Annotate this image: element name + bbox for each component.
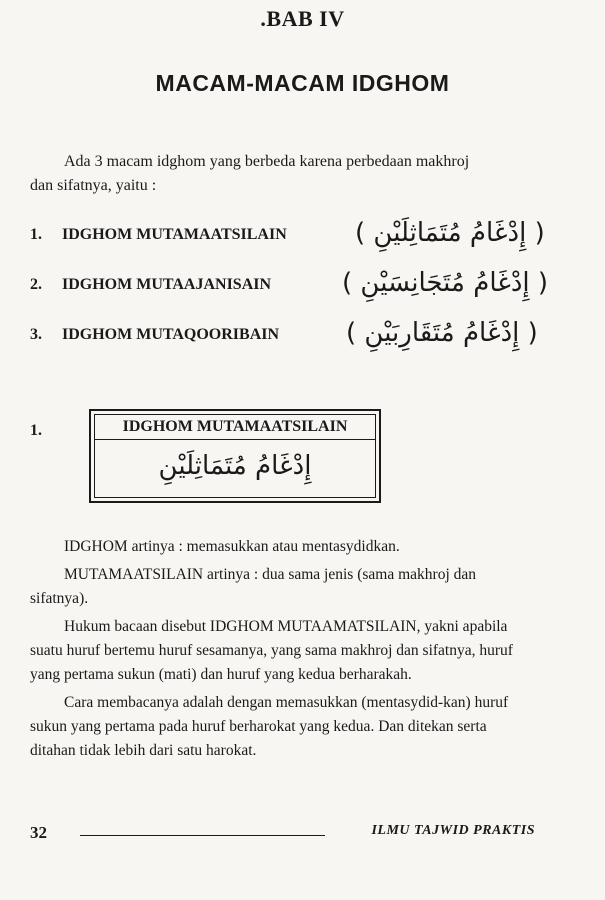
list-item [30,268,570,318]
page-number: 32 [30,823,47,842]
section-title-latin: IDGHOM MUTAMAATSILAIN [95,415,375,440]
list-item-number: 2. [30,276,42,293]
list-item-number: 3. [30,326,42,343]
list-item [30,318,570,368]
chapter-heading: .BAB IV [260,6,345,31]
section-title-box-inner [94,414,376,498]
paragraph-definition-idghom: IDGHOM artinya : memasukkan atau mentasydidkan. [64,538,400,555]
section-number: 1. [30,422,42,439]
paragraph-how-to-read: Cara membacanya adalah dengan memasukkan (mentasydid-kan) huruf sukun yang pertama pada huruf berharokat yang kedua. Dan ditekan serta ditahan tidak lebih dari satu harokat. [30,694,509,759]
list-item-arabic: ( إِدْغَامُ مُتَقَارِبَيْنِ ) [346,318,538,348]
book-title: ILMU TAJWID PRAKTIS [371,823,535,838]
footer-rule [80,835,325,836]
list-item-name: IDGHOM MUTAAJANISAIN [62,276,272,293]
paragraph-definition-mutamaatsilain: MUTAMAATSILAIN artinya : dua sama jenis (sama makhroj dan sifatnya). [30,566,476,607]
list-item-arabic: ( إِدْغَامُ مُتَجَانِسَيْنِ ) [342,268,549,298]
list-item-name: IDGHOM MUTAQOORIBAIN [62,326,280,343]
list-item-name: IDGHOM MUTAMAATSILAIN [62,226,287,243]
intro-paragraph [30,150,540,198]
body-text [30,535,530,767]
paragraph-rule: Hukum bacaan disebut IDGHOM MUTAAMATSILAIN, yakni apabila suatu huruf bertemu huruf sesamanya, yang sama makhroj dan sifatnya, huruf yang pertama sukun (mati) dan huruf yang kedua berharakah. [30,618,513,683]
list-item [30,218,570,268]
page-footer [30,823,535,845]
list-item-arabic: ( إِدْغَامُ مُتَمَاثِلَيْنِ ) [355,218,545,248]
intro-line-2: dan sifatnya, yaitu : [30,177,157,194]
idghom-type-list [30,218,570,368]
section-title-box [89,409,381,503]
intro-line-1: Ada 3 macam idghom yang berbeda karena perbedaan makhroj [64,153,470,170]
page-title: MACAM-MACAM IDGHOM [155,70,450,96]
section-title-arabic: إِدْغَامُ مُتَمَاثِلَيْنِ [158,451,312,481]
list-item-number: 1. [30,226,42,243]
